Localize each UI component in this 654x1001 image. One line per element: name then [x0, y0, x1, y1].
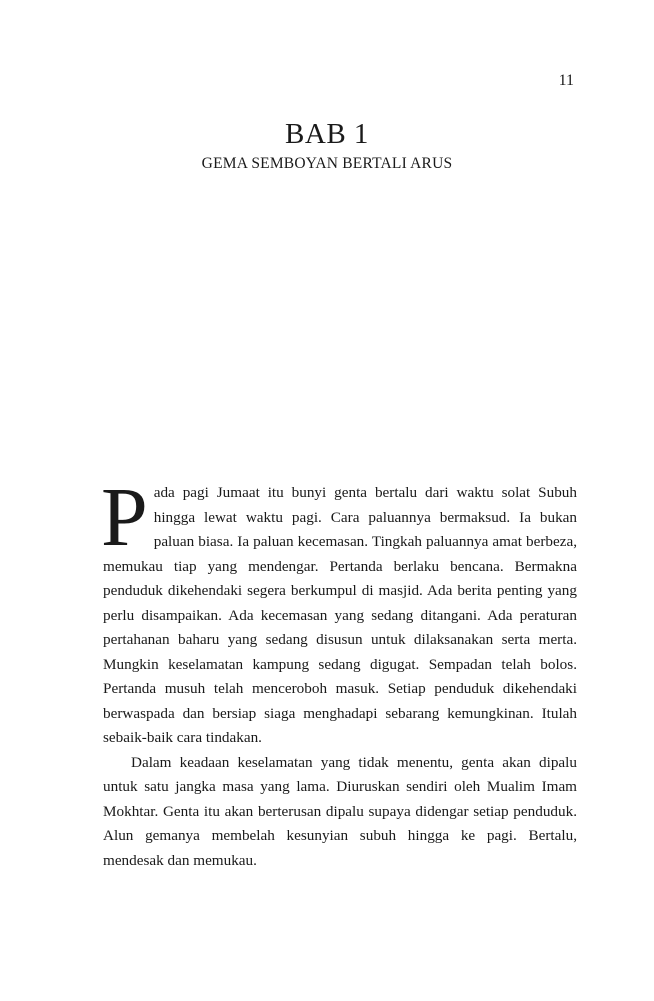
page-number: 11	[558, 72, 574, 89]
drop-cap: P	[101, 471, 148, 564]
chapter-body	[101, 471, 577, 873]
paragraph-1	[101, 471, 577, 751]
chapter-subtitle: GEMA SEMBOYAN BERTALI ARUS	[201, 155, 453, 172]
chapter-title: BAB 1	[285, 118, 369, 150]
paragraph-2: Dalam keadaan keselamatan yang tidak menentu, genta akan dipalu untuk satu jangka masa yang lama. Diuruskan sendiri oleh Mualim Imam Mokhtar. Genta itu akan berterusan dipalu supaya didengar setiap penduduk. Alun gemanya membelah kesunyian subuh hingga ke pagi. Bertalu, mendesak dan memukau.	[103, 753, 577, 869]
paragraph-1-text: ada pagi Jumaat itu bunyi genta bertalu dari waktu solat Subuh hingga lewat waktu pagi. Cara paluannya bermaksud. Ia bukan paluan biasa. Ia paluan kecemasan. Tingkah paluannya amat berbeza, memukau tiap yang mendengar. Pertanda berlaku bencana. Bermakna penduduk dikehendaki segera berkumpul di masjid. Ada berita penting yang perlu disampaikan. Ada kecemasan yang sedang ditangani. Ada peraturan pertahanan baharu yang sedang disusun untuk dilaksanakan serta merta. Mungkin keselamatan kampung sedang digugat. Sempadan telah bolos. Pertanda musuh telah menceroboh masuk. Setiap penduduk dikehendaki berwaspada dan bersiap siaga menghadapi sebarang kemungkinan. Itulah sebaik-baik cara tindakan.	[103, 484, 577, 746]
